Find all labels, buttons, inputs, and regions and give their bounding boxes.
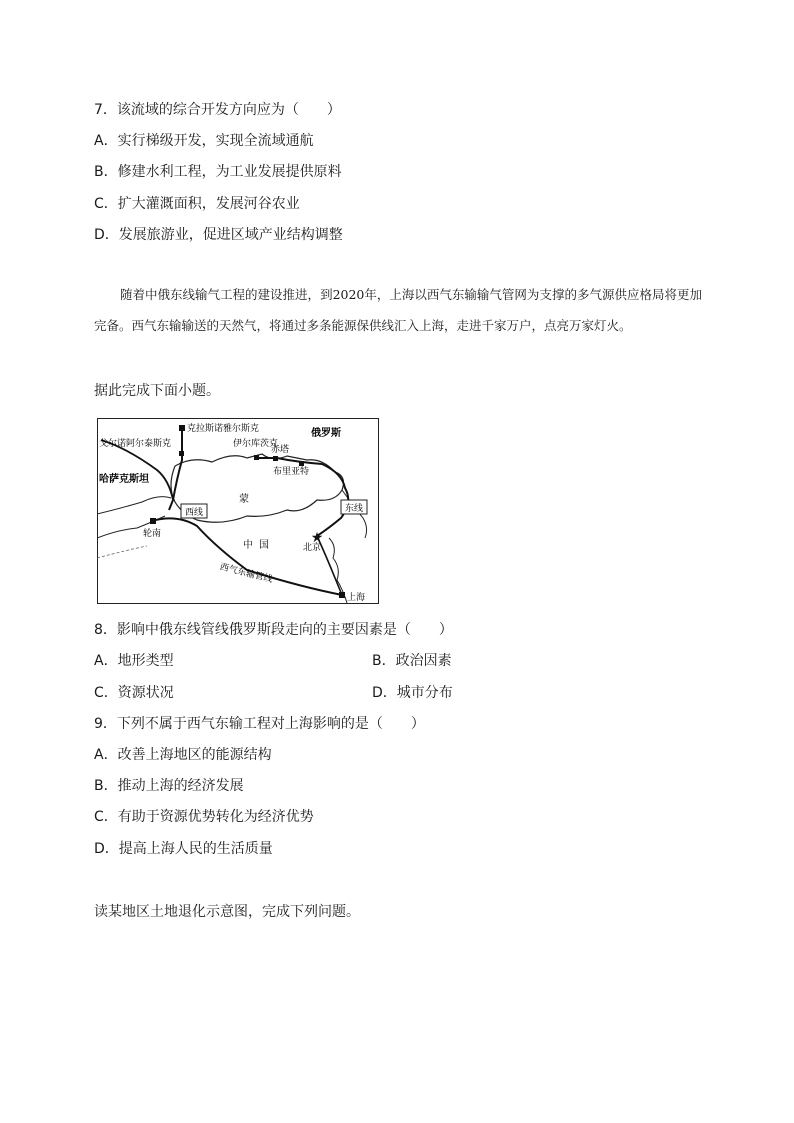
- q8-option-a: A．地形类型: [94, 653, 174, 669]
- label-buryatia: 布里亚特: [273, 467, 310, 477]
- label-china: 中国: [243, 540, 275, 551]
- gorno-altaysk-marker: [179, 451, 184, 456]
- shanghai-marker: [339, 592, 345, 598]
- q9-option-a: A．改善上海地区的能源结构: [94, 747, 272, 763]
- label-kazakhstan: 哈萨克斯坦: [99, 474, 149, 485]
- label-shanghai: 上海: [347, 593, 366, 603]
- q8-stem: 8．影响中俄东线管线俄罗斯段走向的主要因素是（ ）: [94, 622, 453, 638]
- q9-option-b: B．推动上海的经济发展: [94, 778, 244, 794]
- label-west-east-pipeline: 西气东输管线: [218, 562, 274, 586]
- label-russia: 俄罗斯: [311, 428, 341, 439]
- label-chita: 赤塔: [271, 445, 290, 455]
- q7-option-d: D．发展旅游业，促进区域产业结构调整: [94, 227, 343, 243]
- chita-marker: [273, 456, 278, 461]
- q9-option-c: C．有助于资源优势转化为经济优势: [94, 809, 314, 825]
- label-irkutsk: 伊尔库茨克: [233, 439, 279, 449]
- label-beijing: 北京: [303, 543, 322, 553]
- q9-stem: 9．下列不属于西气东输工程对上海影响的是（ ）: [94, 716, 425, 732]
- q7-stem: 7．该流域的综合开发方向应为（ ）: [94, 102, 341, 118]
- q7-option-c: C．扩大灌溉面积，发展河谷农业: [94, 196, 300, 212]
- beijing-star-icon: ★: [310, 530, 324, 546]
- passage-text: 随着中俄东线输气工程的建设推进，到2020年，上海以西气东输输气管网为支撑的多气源供应格局将更加完备。西气东输输送的天然气，将通过多条能源保供线汇入上海，走进千家万户，点亮万家灯火。: [94, 287, 702, 333]
- label-gorno-altaysk: 戈尔诺阿尔泰斯克: [99, 439, 172, 449]
- pipeline-map: [97, 418, 379, 604]
- q7-option-b: B．修建水利工程，为工业发展提供原料: [94, 164, 342, 180]
- irkutsk-marker: [254, 455, 259, 460]
- label-mongolia: 蒙: [239, 494, 249, 505]
- krasnoyarsk-marker: [179, 425, 185, 431]
- q9-option-d: D．提高上海人民的生活质量: [94, 841, 273, 857]
- q8-option-b: B．政治因素: [372, 653, 452, 669]
- q8-option-c: C．资源状况: [94, 685, 174, 701]
- passage-instruction: 据此完成下面小题。: [94, 383, 220, 399]
- q7-option-a: A．实行梯级开发，实现全流域通航: [94, 133, 314, 149]
- q8-option-d: D．城市分布: [372, 685, 453, 701]
- label-west-line: 西线: [185, 508, 204, 518]
- label-krasnoyarsk: 克拉斯诺雅尔斯克: [187, 424, 260, 434]
- label-east-line: 东线: [345, 504, 364, 514]
- luntai-marker: [150, 518, 156, 524]
- next-section-instruction: 读某地区土地退化示意图，完成下列问题。: [94, 904, 360, 920]
- reading-passage: [94, 279, 702, 341]
- label-luntai: 轮南: [143, 529, 162, 539]
- buryatia-marker: [299, 461, 304, 466]
